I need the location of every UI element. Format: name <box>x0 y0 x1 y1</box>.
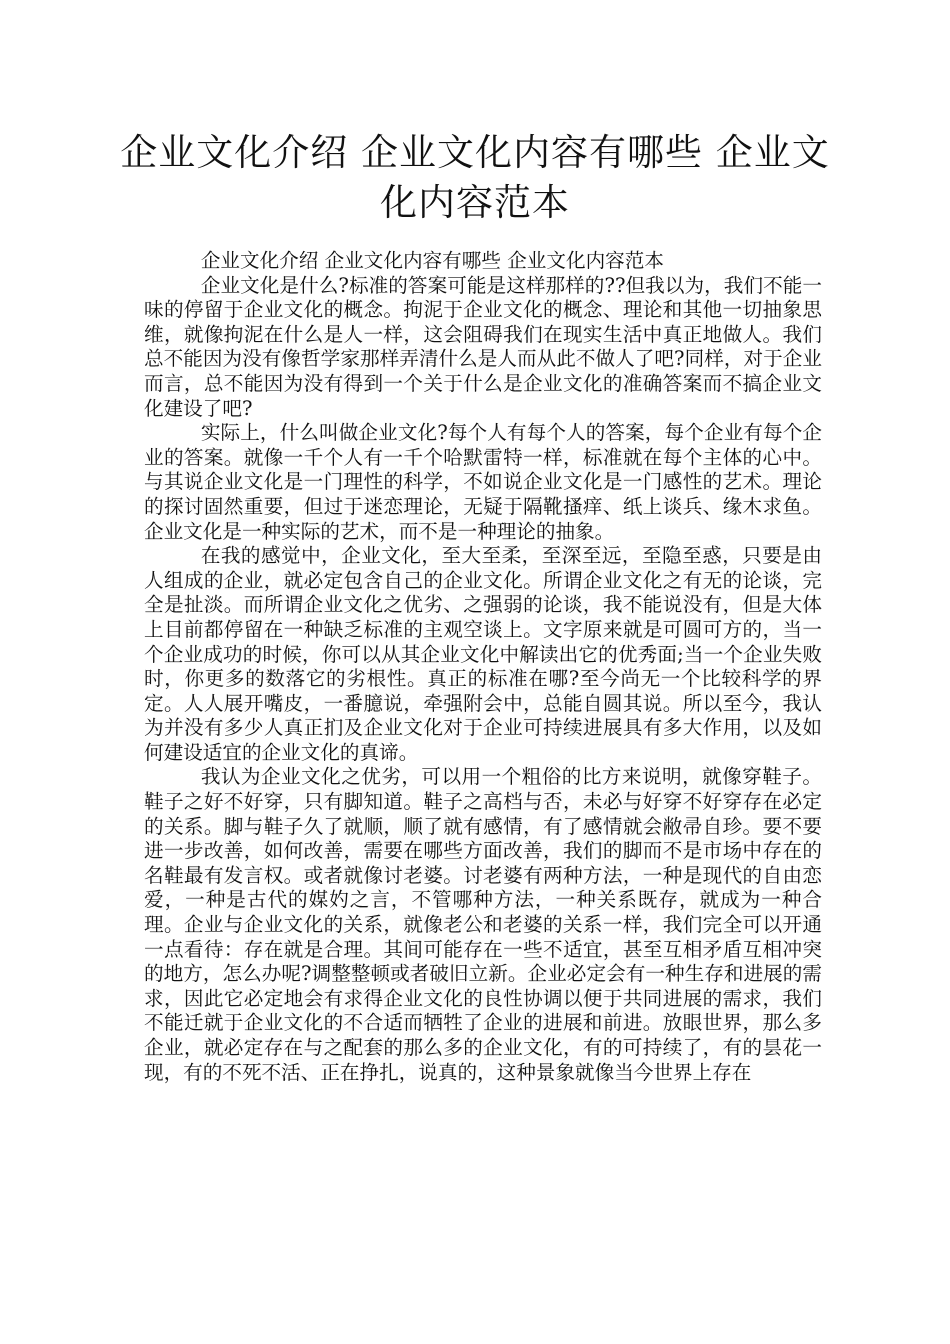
paragraph-1: 企业文化是什么?标准的答案可能是这样那样的??但我以为，我们不能一味的停留于企业文化的概念。拘泥于企业文化的概念、理论和其他一切抽象思维，就像拘泥在什么是人一样，这会阻碍我们在现实生活中真正地做人。我们总不能因为没有像哲学家那样弄清什么是人而从此不做人了吧?同样，对于企业而言，总不能因为没有得到一个关于什么是企业文化的准确答案而不搞企业文化建设了吧? <box>144 273 822 420</box>
paragraph-2: 实际上，什么叫做企业文化?每个人有每个人的答案，每个企业有每个企业的答案。就像一千个人有一千个哈默雷特一样，标准就在每个主体的心中。与其说企业文化是一门理性的科学，不如说企业文化是一门感性的艺术。理论的探讨固然重要，但过于迷恋理论，无疑于隔靴搔痒、纸上谈兵、缘木求鱼。企业文化是一种实际的艺术，而不是一种理论的抽象。 <box>144 421 822 543</box>
document-body <box>144 249 822 1085</box>
document-title: 企业文化介绍 企业文化内容有哪些 企业文化内容范本 <box>120 131 830 224</box>
paragraph-3: 在我的感觉中，企业文化，至大至柔，至深至远，至隐至惑，只要是由人组成的企业，就必定包含自己的企业文化。所谓企业文化之有无的论谈，完全是扯淡。而所谓企业文化之优劣、之强弱的论谈，我不能说没有，但是大体上目前都停留在一种缺乏标准的主观空谈上。文字原来就是可圆可方的，当一个企业成功的时候，你可以从其企业文化中解读出它的优秀面;当一个企业失败时，你更多的数落它的劣根性。真正的标准在哪?至今尚无一个比较科学的界定。人人展开嘴皮，一番臆说，牵强附会中，总能自圆其说。所以至今，我认为并没有多少人真正扪及企业文化对于企业可持续进展具有多大作用，以及如何建设适宜的企业文化的真谛。 <box>144 544 822 764</box>
document-subtitle: 企业文化介绍 企业文化内容有哪些 企业文化内容范本 <box>200 249 664 272</box>
paragraph-4: 我认为企业文化之优劣，可以用一个粗俗的比方来说明，就像穿鞋子。鞋子之好不好穿，只有脚知道。鞋子之高档与否，未必与好穿不好穿存在必定的关系。脚与鞋子久了就顺，顺了就有感情，有了感情就会敝帚自珍。要不要进一步改善，如何改善，需要在哪些方面改善，我们的脚而不是市场中存在的名鞋最有发言权。或者就像讨老婆。讨老婆有两种方法，一种是现代的自由恋爱，一种是古代的媒妁之言，不管哪种方法，一种关系既存，就成为一种合理。企业与企业文化的关系，就像老公和老婆的关系一样，我们完全可以开通一点看待：存在就是合理。其间可能存在一些不适宜，甚至互相矛盾互相冲突的地方，怎么办呢?调整整顿或者破旧立新。企业必定会有一种生存和进展的需求，因此它必定地会有求得企业文化的良性协调以便于共同进展的需求，我们不能迁就于企业文化的不合适而牺牲了企业的进展和前进。放眼世界，那么多企业，就必定存在与之配套的那么多的企业文化，有的可持续了，有的昙花一现，有的不死不活、正在挣扎，说真的，这种景象就像当今世界上存在 <box>144 765 822 1084</box>
